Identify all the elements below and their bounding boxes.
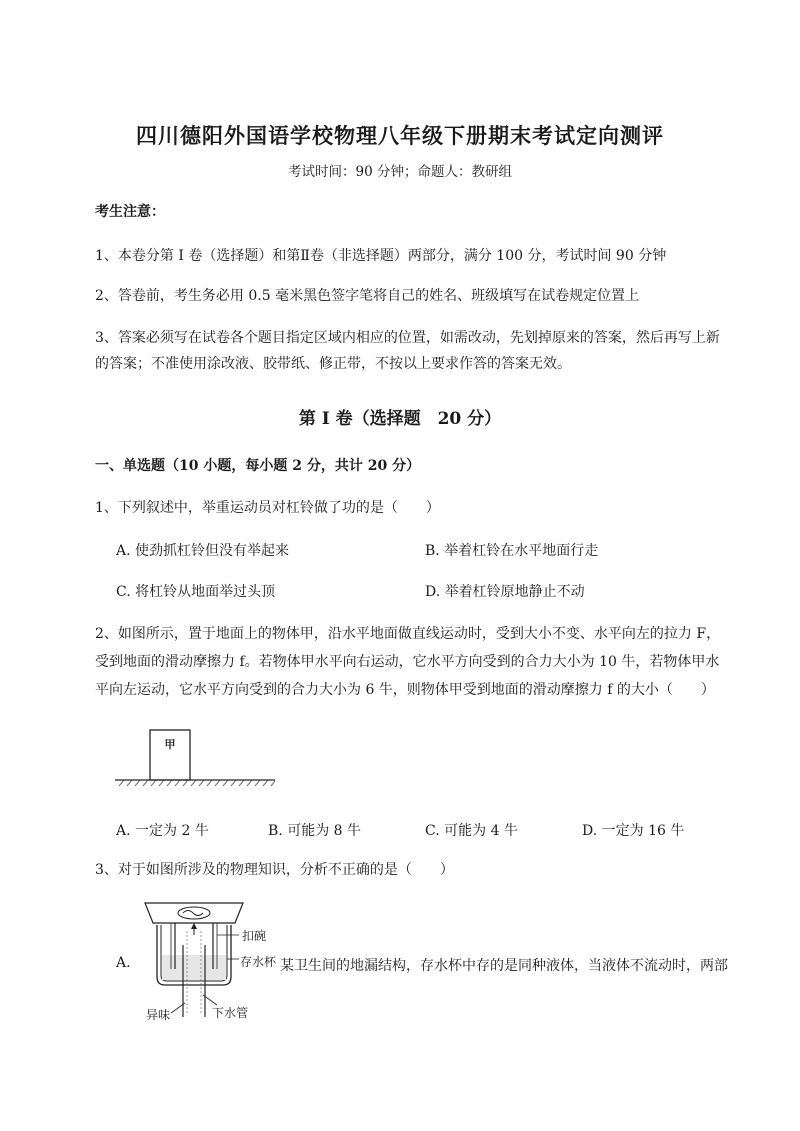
exam-info: 考试时间：90 分钟；命题人：教研组	[288, 164, 512, 180]
q2-option-b: B. 可能为 8 牛	[268, 823, 361, 839]
q1-option-c: C. 将杠铃从地面举过头顶	[116, 584, 276, 600]
notice-heading: 考生注意：	[95, 204, 165, 220]
q1-option-d: D. 举着杠铃原地静止不动	[425, 584, 585, 600]
q2-option-d: D. 一定为 16 牛	[582, 823, 685, 839]
block-label: 甲	[164, 738, 176, 751]
q2-figure-block-on-ground	[115, 720, 275, 790]
label-cover-bowl: 扣碗	[242, 929, 267, 943]
q2-option-c: C. 可能为 4 牛	[425, 823, 518, 839]
q3-option-a-letter: A.	[116, 955, 131, 971]
question-2-stem-line-1: 2、如图所示，置于地面上的物体甲，沿水平地面做直线运动时，受到大小不变、水平向左的拉力 F，	[95, 626, 721, 642]
part-heading: 一、单选题（10 小题，每小题 2 分，共计 20 分）	[95, 458, 421, 474]
page-title: 四川德阳外国语学校物理八年级下册期末考试定向测评	[136, 123, 664, 148]
question-2-stem-line-3: 平向左运动，它水平方向受到的合力大小为 6 牛，则物体甲受到地面的滑动摩擦力 f 的大小（ ）	[95, 682, 715, 698]
q2-option-a: A. 一定为 2 牛	[116, 823, 209, 839]
notice-item-3: 3、答案必须写在试卷各个题目指定区域内相应的位置，如需改动，先划掉原来的答案，然后再写上新	[95, 330, 720, 346]
question-1-stem: 1、下列叙述中，举重运动员对杠铃做了功的是（ ）	[95, 500, 440, 516]
label-water-cup: 存水杯	[240, 955, 277, 969]
question-3-stem: 3、对于如图所涉及的物理知识，分析不正确的是（ ）	[95, 862, 454, 878]
q1-option-b: B. 举着杠铃在水平地面行走	[425, 543, 599, 559]
question-2-stem-line-2: 受到地面的滑动摩擦力 f。若物体甲水平向右运动，它水平方向受到的合力大小为 10 牛，若物体甲水	[95, 654, 720, 670]
q3-option-a-text: 某卫生间的地漏结构，存水杯中存的是同种液体，当液体不流动时，两部	[280, 958, 728, 974]
notice-item-3-cont: 的答案；不准使用涂改液、胶带纸、修正带，不按以上要求作答的答案无效。	[95, 356, 571, 372]
label-odor: 异味	[146, 1008, 171, 1022]
notice-item-2: 2、答卷前，考生务必用 0.5 毫米黑色签字笔将自己的姓名、班级填写在试卷规定位置上	[95, 288, 640, 304]
section-title: 第 I 卷（选择题 20 分）	[298, 409, 502, 429]
q1-option-a: A. 使劲抓杠铃但没有举起来	[116, 543, 290, 559]
notice-item-1: 1、本卷分第 I 卷（选择题）和第Ⅱ卷（非选择题）两部分，满分 100 分，考试时间 90 分钟	[95, 248, 667, 264]
label-drain-pipe: 下水管	[212, 1006, 249, 1020]
